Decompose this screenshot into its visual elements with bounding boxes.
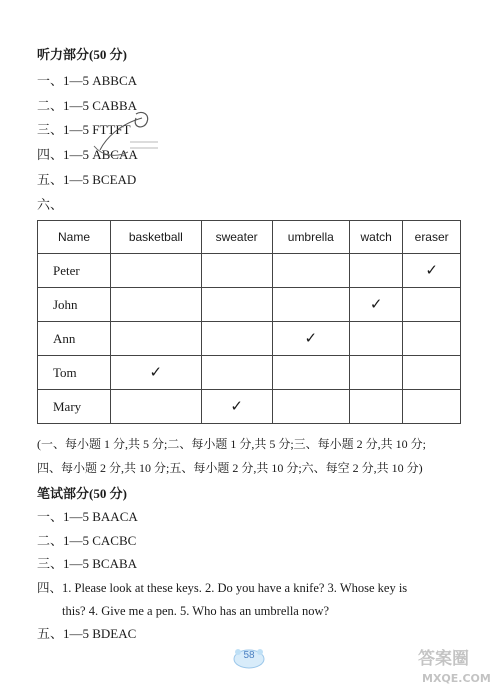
check-cell bbox=[272, 288, 349, 322]
check-cell bbox=[403, 288, 461, 322]
header-umbrella: umbrella bbox=[272, 221, 349, 254]
row-name: Tom bbox=[38, 356, 111, 390]
table-header-row bbox=[38, 221, 461, 254]
answer-table bbox=[37, 220, 461, 424]
check-cell bbox=[350, 390, 403, 424]
header-name: Name bbox=[38, 221, 111, 254]
header-basketball: basketball bbox=[111, 221, 202, 254]
check-cell bbox=[403, 390, 461, 424]
check-cell bbox=[350, 322, 403, 356]
table-row bbox=[38, 322, 461, 356]
check-cell bbox=[272, 254, 349, 288]
written-q4-line-1: 四、1. Please look at these keys. 2. Do you have a knife? 3. Whose key is bbox=[37, 581, 408, 595]
check-cell bbox=[111, 254, 202, 288]
listening-heading: 听力部分(50 分) bbox=[37, 47, 127, 62]
row-name: Ann bbox=[38, 322, 111, 356]
row-name: Peter bbox=[38, 254, 111, 288]
svg-text:答案圈: 答案圈 bbox=[418, 649, 469, 669]
row-name: John bbox=[38, 288, 111, 322]
scoring-note-line-2: 四、每小题 2 分,共 10 分;五、每小题 2 分,共 10 分;六、每空 2 分,共 10 分) bbox=[37, 461, 423, 475]
scoring-note-line-1: (一、每小题 1 分,共 5 分;二、每小题 1 分,共 5 分;三、每小题 2 分,共 10 分; bbox=[37, 437, 427, 451]
check-cell bbox=[201, 254, 272, 288]
check-cell: ✓ bbox=[403, 254, 461, 288]
check-cell bbox=[350, 356, 403, 390]
listening-answer-4: 四、1—5 ABCAA bbox=[37, 147, 138, 162]
written-answer-2: 二、1—5 CACBC bbox=[37, 533, 137, 548]
check-cell bbox=[111, 288, 202, 322]
header-sweater: sweater bbox=[201, 221, 272, 254]
check-cell bbox=[111, 322, 202, 356]
check-cell bbox=[201, 356, 272, 390]
table-row bbox=[38, 254, 461, 288]
page-number: 58 bbox=[243, 650, 255, 661]
header-eraser: eraser bbox=[403, 221, 461, 254]
check-cell bbox=[201, 322, 272, 356]
written-answer-1: 一、1—5 BAACA bbox=[37, 509, 138, 524]
check-cell bbox=[111, 390, 202, 424]
check-cell bbox=[350, 254, 403, 288]
check-cell: ✓ bbox=[201, 390, 272, 424]
check-cell bbox=[201, 288, 272, 322]
watermark-logo bbox=[414, 642, 500, 688]
check-cell bbox=[272, 356, 349, 390]
listening-answer-1: 一、1—5 ABBCA bbox=[37, 73, 138, 88]
row-name: Mary bbox=[38, 390, 111, 424]
check-cell: ✓ bbox=[272, 322, 349, 356]
written-q4-line-2: this? 4. Give me a pen. 5. Who has an umbrella now? bbox=[62, 604, 330, 618]
check-cell bbox=[272, 390, 349, 424]
check-cell: ✓ bbox=[111, 356, 202, 390]
table-row bbox=[38, 356, 461, 390]
written-answer-5: 五、1—5 BDEAC bbox=[37, 626, 137, 641]
check-cell bbox=[403, 322, 461, 356]
svg-text:MXQE.COM: MXQE.COM bbox=[422, 672, 491, 685]
header-watch: watch bbox=[350, 221, 403, 254]
written-answer-3: 三、1—5 BCABA bbox=[37, 556, 138, 571]
check-cell bbox=[403, 356, 461, 390]
table-row bbox=[38, 390, 461, 424]
listening-section-6-label: 六、 bbox=[37, 197, 64, 212]
written-heading: 笔试部分(50 分) bbox=[37, 486, 127, 501]
check-cell: ✓ bbox=[350, 288, 403, 322]
listening-answer-2: 二、1—5 CABBA bbox=[37, 98, 138, 113]
listening-answer-3: 三、1—5 FTTFT bbox=[37, 122, 131, 137]
table-row bbox=[38, 288, 461, 322]
listening-answer-5: 五、1—5 BCEAD bbox=[37, 172, 137, 187]
